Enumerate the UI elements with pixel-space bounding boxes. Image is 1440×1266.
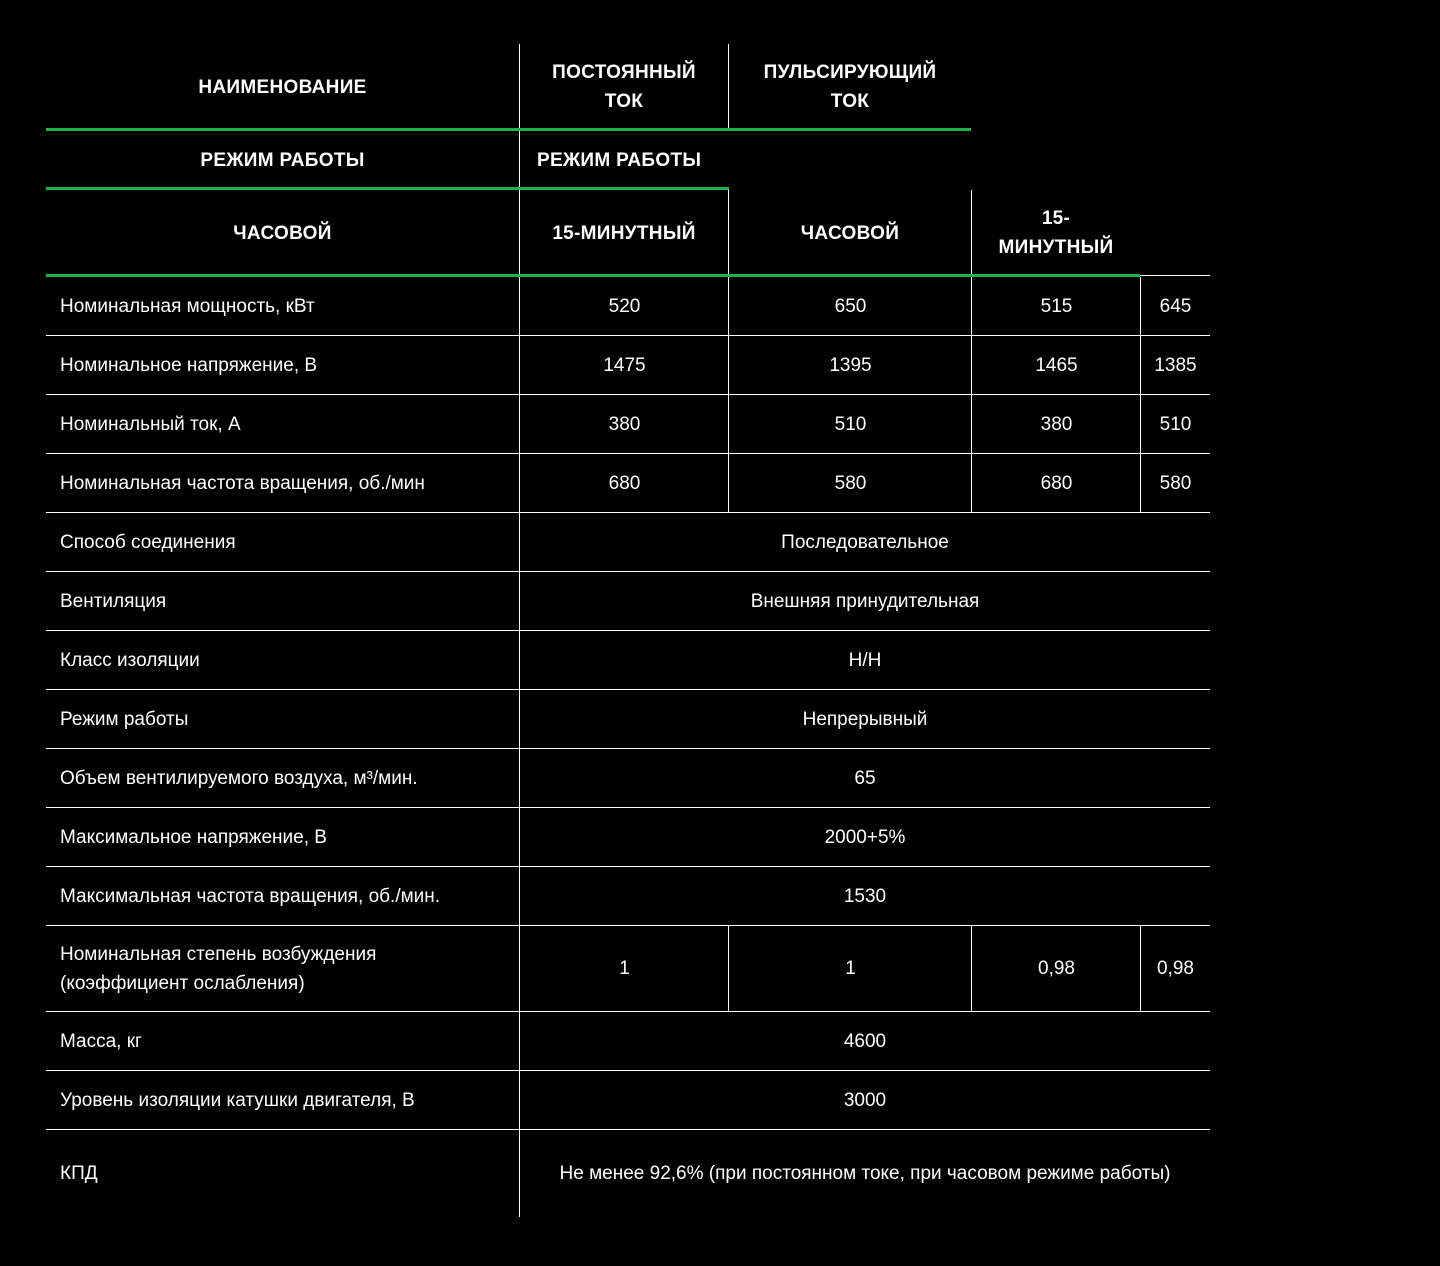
row-label: Способ соединения: [60, 531, 236, 553]
row-value: 65: [854, 767, 876, 789]
column-divider: [519, 513, 520, 571]
column-divider: [971, 454, 972, 512]
row-value: 510: [1159, 413, 1192, 435]
column-divider: [1140, 926, 1141, 1011]
row-label: Номинальная частота вращения, об./мин: [60, 472, 425, 494]
column-divider: [971, 926, 972, 1011]
row-value: 1385: [1154, 354, 1197, 376]
header-15min-1: 15-МИНУТНЫЙ: [552, 222, 696, 244]
header-accent-line: [46, 128, 971, 131]
row-value: 1465: [1035, 354, 1078, 376]
row-value: Не менее 92,6% (при постоянном токе, при часовом режиме работы): [559, 1163, 1171, 1184]
row-label: Номинальная мощность, кВт: [60, 295, 315, 317]
row-label: Режим работы: [60, 708, 189, 730]
row-label: Номинальная степень возбуждения (коэффициент ослабления): [60, 943, 377, 994]
row-label: Максимальное напряжение, В: [60, 826, 327, 848]
header-15min-2: 15-МИНУТНЫЙ: [998, 208, 1114, 258]
column-divider: [519, 336, 520, 394]
column-divider: [519, 1071, 520, 1129]
row-label: КПД: [60, 1163, 98, 1184]
row-value: 580: [834, 472, 867, 494]
column-divider: [519, 690, 520, 748]
row-value: 1: [845, 958, 856, 979]
column-divider: [728, 395, 729, 453]
row-label: Номинальный ток, А: [60, 413, 241, 435]
row-label: Масса, кг: [60, 1030, 142, 1052]
column-divider: [519, 926, 520, 1011]
row-value: 580: [1159, 472, 1192, 494]
row-value: Непрерывный: [802, 708, 928, 730]
row-label: Класс изоляции: [60, 649, 200, 671]
row-value: 1: [619, 958, 630, 979]
row-value: 0,98: [1038, 958, 1075, 979]
row-label: Объем вентилируемого воздуха, м³/мин.: [60, 767, 418, 789]
row-value: 4600: [843, 1030, 887, 1052]
row-label: Максимальная частота вращения, об./мин.: [60, 885, 441, 907]
row-value: 1395: [829, 354, 872, 376]
row-value: 380: [608, 413, 641, 435]
header-dc-current: ПОСТОЯННЫЙ ТОК: [552, 62, 696, 112]
header-divider: [519, 44, 520, 276]
row-label: Номинальное напряжение, В: [60, 354, 318, 376]
column-divider: [519, 631, 520, 689]
column-divider: [519, 572, 520, 630]
row-value: 2000+5%: [824, 826, 906, 848]
row-value: 515: [1040, 295, 1073, 317]
row-value: Внешняя принудительная: [750, 590, 980, 612]
column-divider: [519, 808, 520, 866]
header-bottom-line: [1140, 275, 1210, 276]
header-hourly-1: ЧАСОВОЙ: [233, 222, 332, 244]
row-value: 645: [1159, 295, 1192, 317]
row-value: 680: [608, 472, 641, 494]
row-value: Последовательное: [781, 531, 949, 553]
column-divider: [1140, 336, 1141, 394]
header-hourly-2: ЧАСОВОЙ: [800, 222, 900, 244]
row-value: 1530: [843, 885, 887, 907]
column-divider: [519, 749, 520, 807]
row-value: 1475: [603, 354, 646, 376]
row-value: 520: [608, 295, 641, 317]
header-divider: [971, 190, 972, 276]
row-label: Уровень изоляции катушки двигателя, В: [60, 1089, 415, 1111]
column-divider: [971, 336, 972, 394]
column-divider: [1140, 277, 1141, 335]
column-divider: [728, 454, 729, 512]
header-divider: [728, 190, 729, 276]
column-divider: [728, 277, 729, 335]
row-value: 3000: [843, 1089, 887, 1111]
row-value: H/H: [848, 649, 882, 671]
header-name: НАИМЕНОВАНИЕ: [198, 76, 367, 98]
column-divider: [519, 395, 520, 453]
column-divider: [519, 277, 520, 335]
row-value: 0,98: [1157, 958, 1194, 979]
header-mode-right: РЕЖИМ РАБОТЫ: [537, 149, 702, 171]
column-divider: [1140, 395, 1141, 453]
row-value: 380: [1040, 413, 1073, 435]
column-divider: [519, 1130, 520, 1217]
row-value: 650: [834, 295, 867, 317]
header-divider: [728, 44, 729, 130]
header-mode-left: РЕЖИМ РАБОТЫ: [200, 149, 365, 171]
header-pulsating-current: ПУЛЬСИРУЮЩИЙ ТОК: [763, 62, 937, 112]
column-divider: [728, 336, 729, 394]
column-divider: [519, 454, 520, 512]
column-divider: [728, 926, 729, 1011]
row-label: Вентиляция: [60, 590, 167, 612]
row-value: 680: [1040, 472, 1073, 494]
column-divider: [971, 395, 972, 453]
column-divider: [1140, 454, 1141, 512]
row-value: 510: [834, 413, 867, 435]
column-divider: [519, 1012, 520, 1070]
column-divider: [519, 867, 520, 925]
column-divider: [971, 277, 972, 335]
header-accent-line: [46, 187, 729, 190]
